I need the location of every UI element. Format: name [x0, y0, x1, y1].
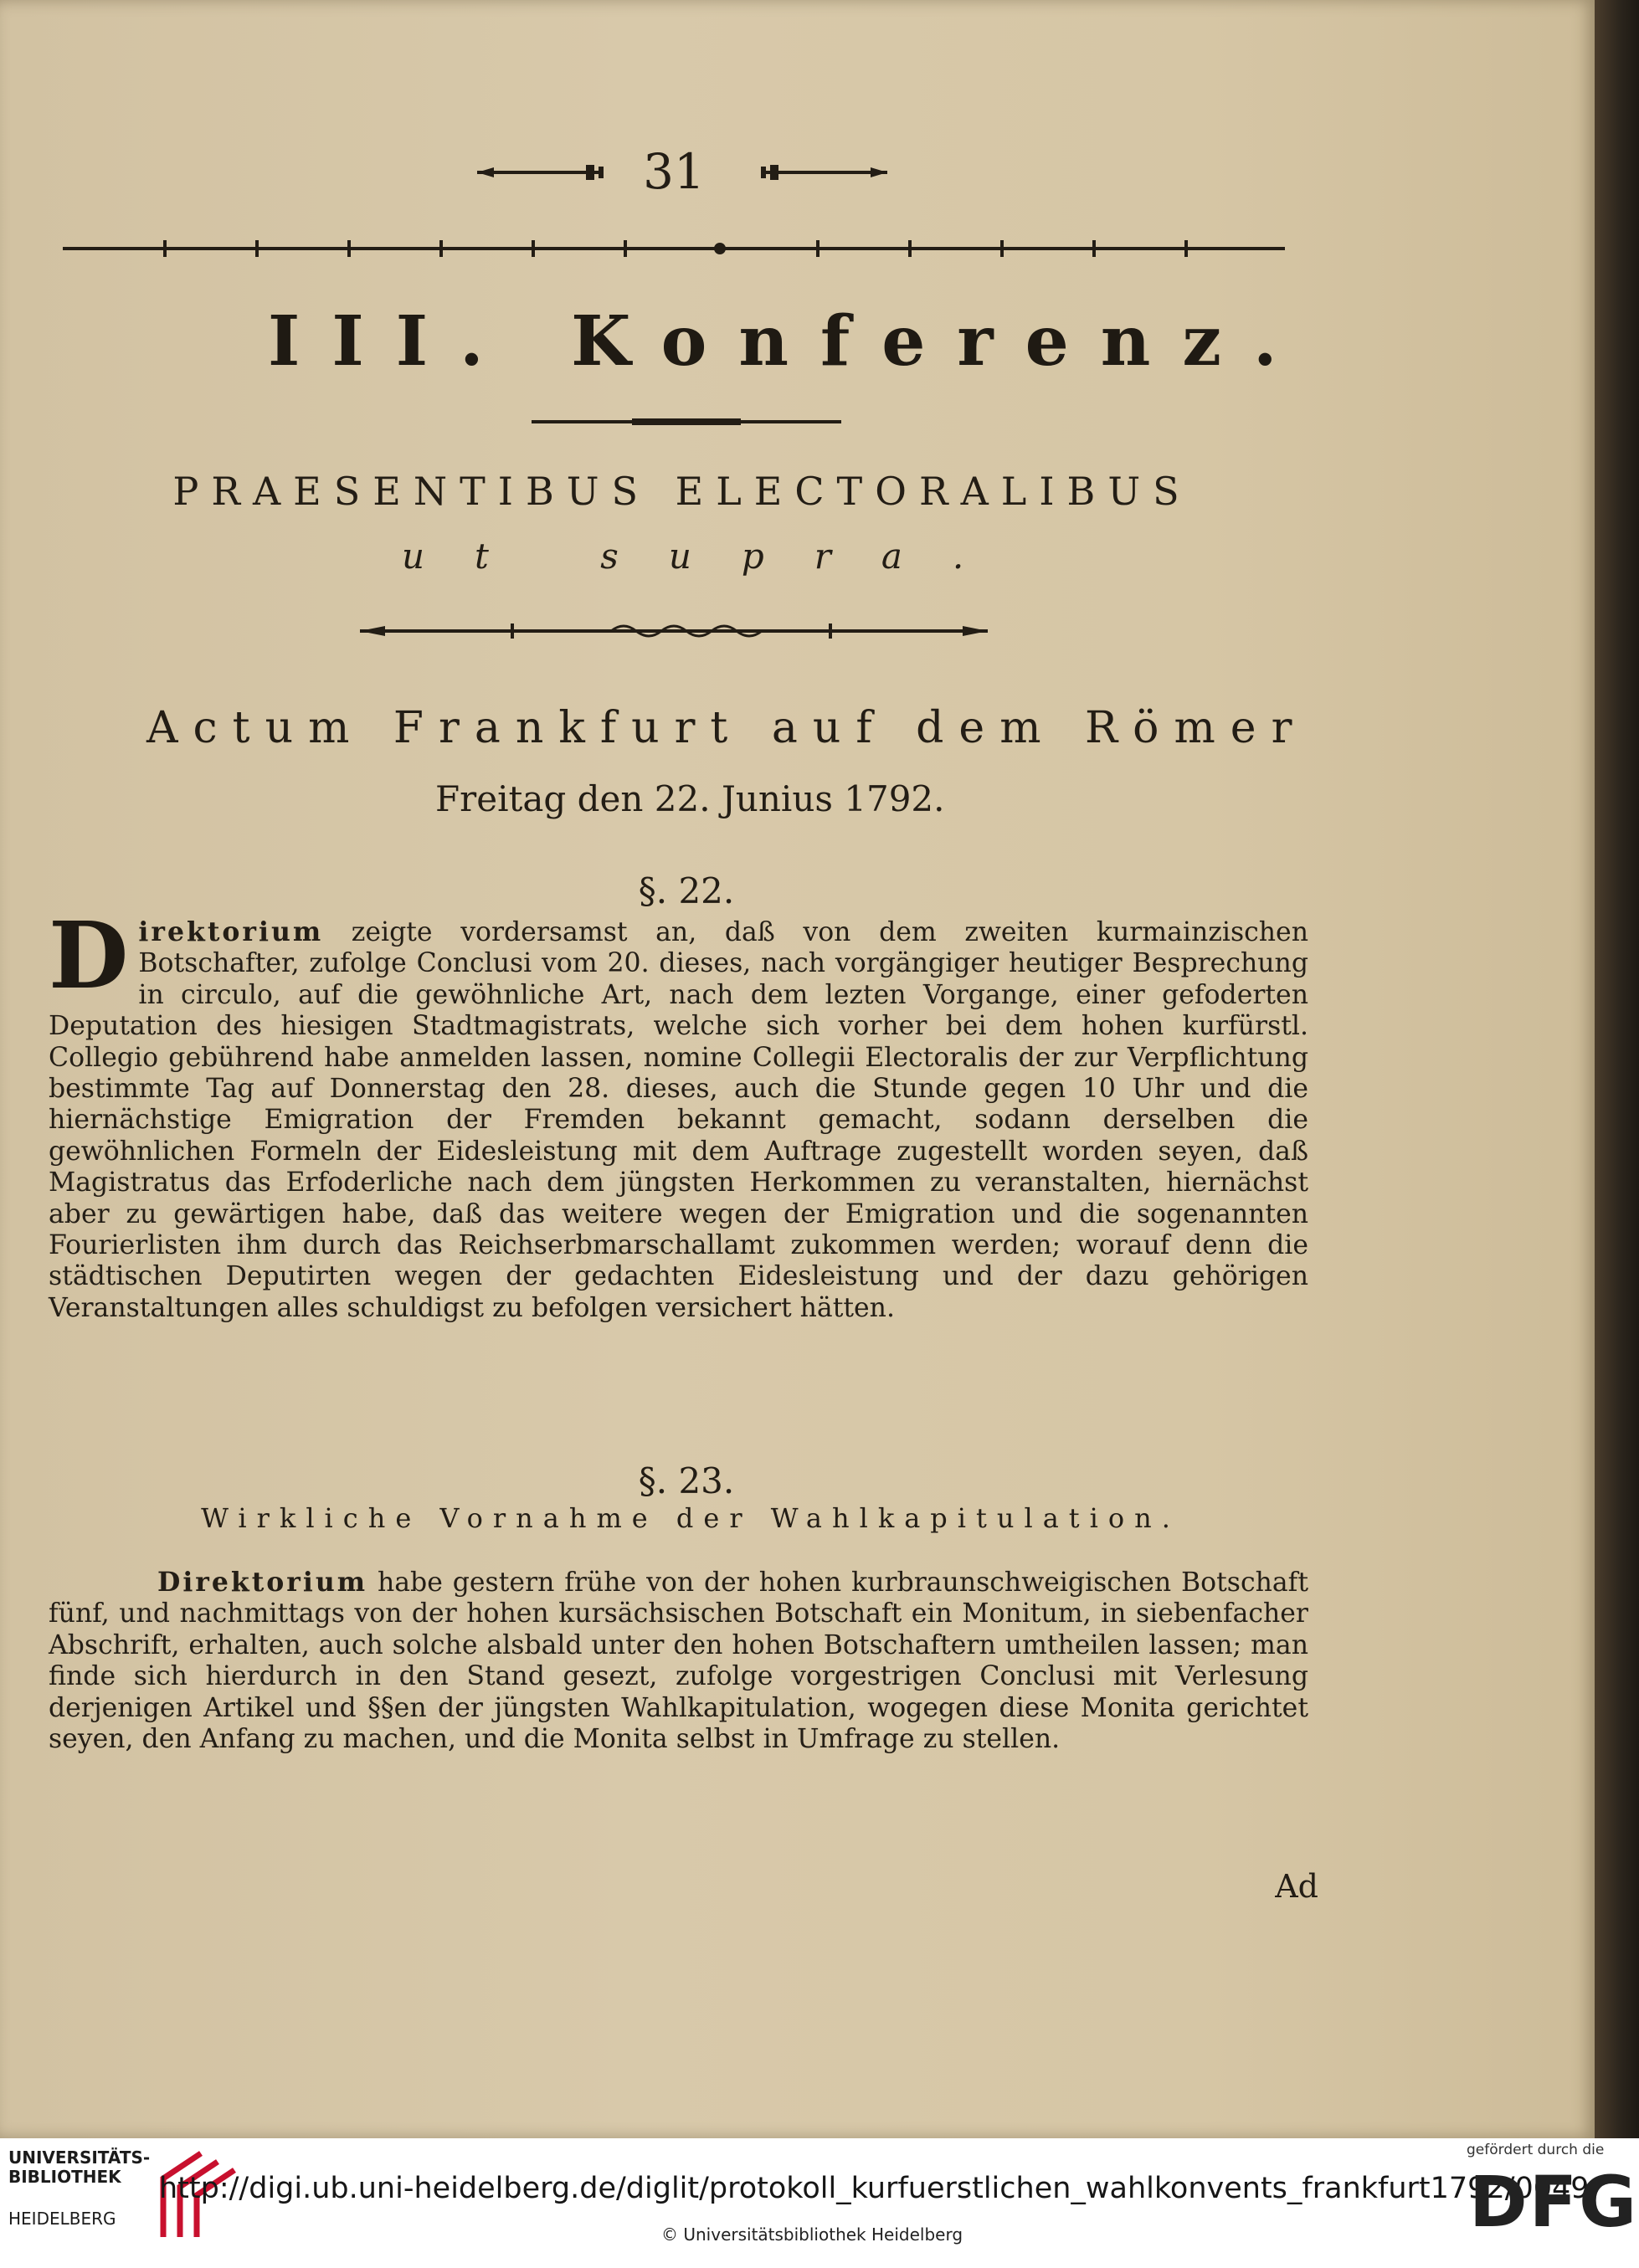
- paragraph-23-text: habe gestern frühe von der hohen kurbraunschweigischen Botschaft fünf, und nachmittags von der hohen kursächsischen Botschaft ein Monitum, in siebenfacher Abschrift, erhalten, auch solche alsbald unter den hohen Botschaftern umtheilen lassen; man finde sich hierdurch in den Stand gesezt, zufolge vorgestrigen Conclusi mit Verlesung derjenigen Artikel und §§en der jüngsten Wahlkapitulation, wogegen diese Monita gerichtet seyen, den Anfang zu machen, und die Monita selbst in Umfrage zu stellen.: [49, 1568, 1308, 1755]
- section-title-23: Wirkliche Vornahme der Wahlkapitulation.: [201, 1502, 1180, 1534]
- right-ornament: [745, 163, 887, 182]
- section-mark-22: §. 22.: [638, 870, 735, 911]
- date-line: Freitag den 22. Junius 1792.: [435, 778, 945, 819]
- paragraph-22: [49, 901, 1308, 1324]
- book-spine-edge: [1595, 0, 1639, 2138]
- conference-heading: III. Konferenz.: [268, 301, 1309, 382]
- heading-underline: [532, 417, 841, 427]
- left-ornament: [477, 163, 619, 182]
- funded-by-label: gefördert durch die: [1467, 2142, 1605, 2158]
- actum-line: Actum Frankfurt auf dem Römer: [146, 703, 1308, 753]
- middle-decorative-rule: [360, 621, 988, 641]
- copyright-notice: © Universitätsbibliothek Heidelberg: [661, 2224, 963, 2245]
- drop-cap: D: [49, 901, 129, 1009]
- dfg-logo: DFG: [1469, 2161, 1639, 2243]
- ut-supra-line: ut supra.: [402, 536, 1015, 577]
- praesentibus-line: PRAESENTIBUS ELECTORALIBUS: [172, 469, 1192, 514]
- library-city: HEIDELBERG: [8, 2209, 116, 2229]
- paragraph-23: [49, 1567, 1308, 1755]
- section-mark-23: §. 23.: [638, 1460, 735, 1501]
- paragraph-22-text: zeigte vordersamst an, daß von dem zweiten kurmainzischen Botschafter, zufolge Conclusi vom 20. dieses, nach vorgängiger heutiger Besprechung in circulo, auf die gewöhnliche Art, nach dem lezten Vorgange, einer gefoderten Deputation des hiesigen Stadtmagistrats, welche sich vorher bei dem hohen kurfürstl. Collegio gebührend habe anmelden lassen, nomine Collegii Electoralis der zur Verpflichtung bestimmte Tag auf Donnerstag den 28. dieses, auch die Stunde gegen 10 Uhr und die hiernächstige Emigration der Fremden bekannt gemacht, sodann derselben die gewöhnlichen Formeln der Eidesleistung mit dem Auftrage zugestellt worden seyen, daß Magistratus das Erfoderliche nach dem jüngsten Herkommen zu veranstalten, hiernächst aber zu gewärtigen habe, daß das weitere wegen der Emigration und die sogenannten Fourierlisten ihm durch das Reichserbmarschallamt zukommen werden; worauf denn die städtischen Deputirten wegen der gedachten Eidesleistung und der dazu gehörigen Veranstaltungen alles schuldigst zu befolgen versichert hätten.: [49, 917, 1308, 1323]
- catchword: Ad: [1275, 1868, 1318, 1905]
- footer-bar: [0, 2138, 1639, 2268]
- page-number: 31: [643, 143, 705, 200]
- top-decorative-rule: [63, 238, 1285, 259]
- lead-word-22: irektorium: [138, 916, 324, 947]
- page-number-row: [0, 142, 1595, 201]
- library-name: UNIVERSITÄTS- BIBLIOTHEK: [8, 2147, 151, 2187]
- permalink-url[interactable]: http://digi.ub.uni-heidelberg.de/diglit/protokoll_kurfuerstlichen_wahlkonvents_frankfurt1792/0049: [159, 2172, 1590, 2205]
- lead-word-23: Direktorium: [157, 1567, 368, 1598]
